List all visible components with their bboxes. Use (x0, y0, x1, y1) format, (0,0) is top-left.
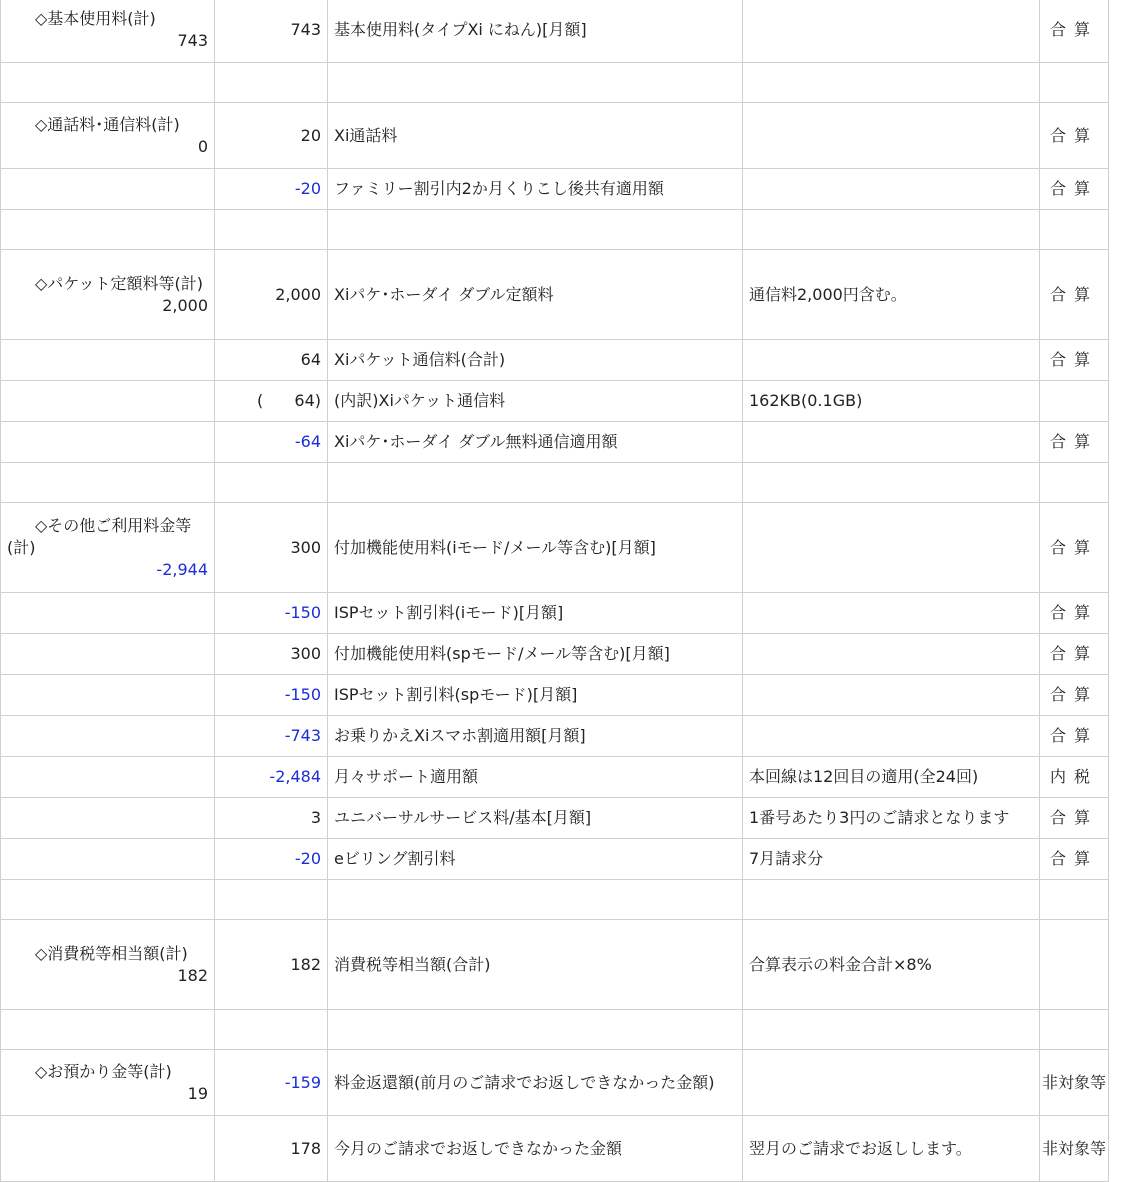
amount: 2,000 (215, 250, 328, 340)
table-row (1, 634, 1109, 675)
item-name: Xiパケ･ホーダイ ダブル無料通信適用額 (328, 422, 743, 463)
amount: 300 (215, 503, 328, 593)
tax-type (1040, 381, 1109, 422)
table-row (1, 1050, 1109, 1116)
tax-type: 合算 (1040, 169, 1109, 210)
table-row (1, 503, 1109, 593)
category-name: ◇お預かり金等(計) (35, 1061, 172, 1081)
category-cell (1, 0, 215, 63)
category-name: ◇パケット定額料等(計) (35, 273, 203, 293)
table-row (1, 340, 1109, 381)
table-row (1, 169, 1109, 210)
table-row (1, 422, 1109, 463)
amount: 182 (215, 920, 328, 1010)
item-name: (内訳)Xiパケット通信料 (328, 381, 743, 422)
note (743, 422, 1040, 463)
note (743, 103, 1040, 169)
table-row (1, 1116, 1109, 1182)
category-total: 2,000 (162, 295, 208, 315)
item-name: ISPセット割引料(iモード)[月額] (328, 593, 743, 634)
category-name: ◇その他ご利用料金等(計) (7, 515, 192, 557)
tax-type: 合算 (1040, 798, 1109, 839)
item-name: 付加機能使用料(spモード/メール等含む)[月額] (328, 634, 743, 675)
tax-type: 合算 (1040, 503, 1109, 593)
table-row (1, 716, 1109, 757)
tax-type: 合算 (1040, 716, 1109, 757)
tax-type: 合算 (1040, 422, 1109, 463)
item-name: 月々サポート適用額 (328, 757, 743, 798)
note (743, 169, 1040, 210)
category-total: -2,944 (156, 559, 208, 579)
table-row (1, 593, 1109, 634)
amount: 20 (215, 103, 328, 169)
category-total: 19 (187, 1083, 208, 1103)
note (743, 634, 1040, 675)
tax-type: 合算 (1040, 839, 1109, 880)
tax-type: 非対象等 (1040, 1116, 1109, 1182)
spacer-row (1, 880, 1109, 920)
amount: -150 (215, 593, 328, 634)
open-paren: ( (257, 391, 264, 410)
tax-type: 合算 (1040, 250, 1109, 340)
tax-type: 合算 (1040, 634, 1109, 675)
item-name: 基本使用料(タイプXi にねん)[月額] (328, 0, 743, 63)
note (743, 716, 1040, 757)
item-name: 料金返還額(前月のご請求でお返しできなかった金額) (328, 1050, 743, 1116)
amount: 64 (215, 340, 328, 381)
note: 本回線は12回目の適用(全24回) (743, 757, 1040, 798)
amount: -159 (215, 1050, 328, 1116)
category-name: ◇基本使用料(計) (35, 8, 156, 28)
table-row (1, 381, 1109, 422)
category-cell (1, 250, 215, 340)
tax-type: 合算 (1040, 675, 1109, 716)
tax-type: 合算 (1040, 593, 1109, 634)
item-name: 今月のご請求でお返しできなかった金額 (328, 1116, 743, 1182)
item-name: 消費税等相当額(合計) (328, 920, 743, 1010)
category-cell (1, 920, 215, 1010)
item-name: Xi通話料 (328, 103, 743, 169)
note: 通信料2,000円含む。 (743, 250, 1040, 340)
note: 162KB(0.1GB) (743, 381, 1040, 422)
amount: -2,484 (215, 757, 328, 798)
item-name: Xiパケット通信料(合計) (328, 340, 743, 381)
spacer-row (1, 63, 1109, 103)
category-name: ◇消費税等相当額(計) (35, 943, 188, 963)
table-row (1, 103, 1109, 169)
table-row (1, 839, 1109, 880)
note (743, 340, 1040, 381)
item-name: ファミリー割引内2か月くりこし後共有適用額 (328, 169, 743, 210)
amount: 3 (215, 798, 328, 839)
amount: -20 (215, 169, 328, 210)
item-name: 付加機能使用料(iモード/メール等含む)[月額] (328, 503, 743, 593)
table-row (1, 920, 1109, 1010)
category-total: 743 (177, 30, 208, 50)
amount: 64) (294, 391, 321, 410)
amount: -150 (215, 675, 328, 716)
note: 翌月のご請求でお返しします。 (743, 1116, 1040, 1182)
note (743, 0, 1040, 63)
spacer-row (1, 463, 1109, 503)
category-cell (1, 1050, 215, 1116)
category-total: 0 (197, 136, 208, 156)
item-name: お乗りかえXiスマホ割適用額[月額] (328, 716, 743, 757)
item-name: ISPセット割引料(spモード)[月額] (328, 675, 743, 716)
tax-type: 合算 (1040, 0, 1109, 63)
tax-type: 合算 (1040, 340, 1109, 381)
tax-type: 内税 (1040, 757, 1109, 798)
category-total: 182 (177, 965, 208, 985)
table-row (1, 798, 1109, 839)
category-cell (1, 103, 215, 169)
tax-type (1040, 920, 1109, 1010)
note (743, 593, 1040, 634)
amount: 300 (215, 634, 328, 675)
category-name: ◇通話料･通信料(計) (35, 114, 180, 134)
table-row (1, 0, 1109, 63)
spacer-row (1, 1010, 1109, 1050)
amount-breakdown (215, 381, 328, 422)
amount: 178 (215, 1116, 328, 1182)
note: 1番号あたり3円のご請求となります (743, 798, 1040, 839)
spacer-row (1, 210, 1109, 250)
amount: 743 (215, 0, 328, 63)
amount: -64 (215, 422, 328, 463)
tax-type: 非対象等 (1040, 1050, 1109, 1116)
note: 7月請求分 (743, 839, 1040, 880)
table-row (1, 757, 1109, 798)
item-name: Xiパケ･ホーダイ ダブル定額料 (328, 250, 743, 340)
amount: -20 (215, 839, 328, 880)
note (743, 503, 1040, 593)
category-cell (1, 503, 215, 593)
note: 合算表示の料金合計×8% (743, 920, 1040, 1010)
tax-type: 合算 (1040, 103, 1109, 169)
note (743, 675, 1040, 716)
item-name: eビリング割引料 (328, 839, 743, 880)
amount: -743 (215, 716, 328, 757)
table-row (1, 675, 1109, 716)
table-row (1, 250, 1109, 340)
item-name: ユニバーサルサービス料/基本[月額] (328, 798, 743, 839)
note (743, 1050, 1040, 1116)
